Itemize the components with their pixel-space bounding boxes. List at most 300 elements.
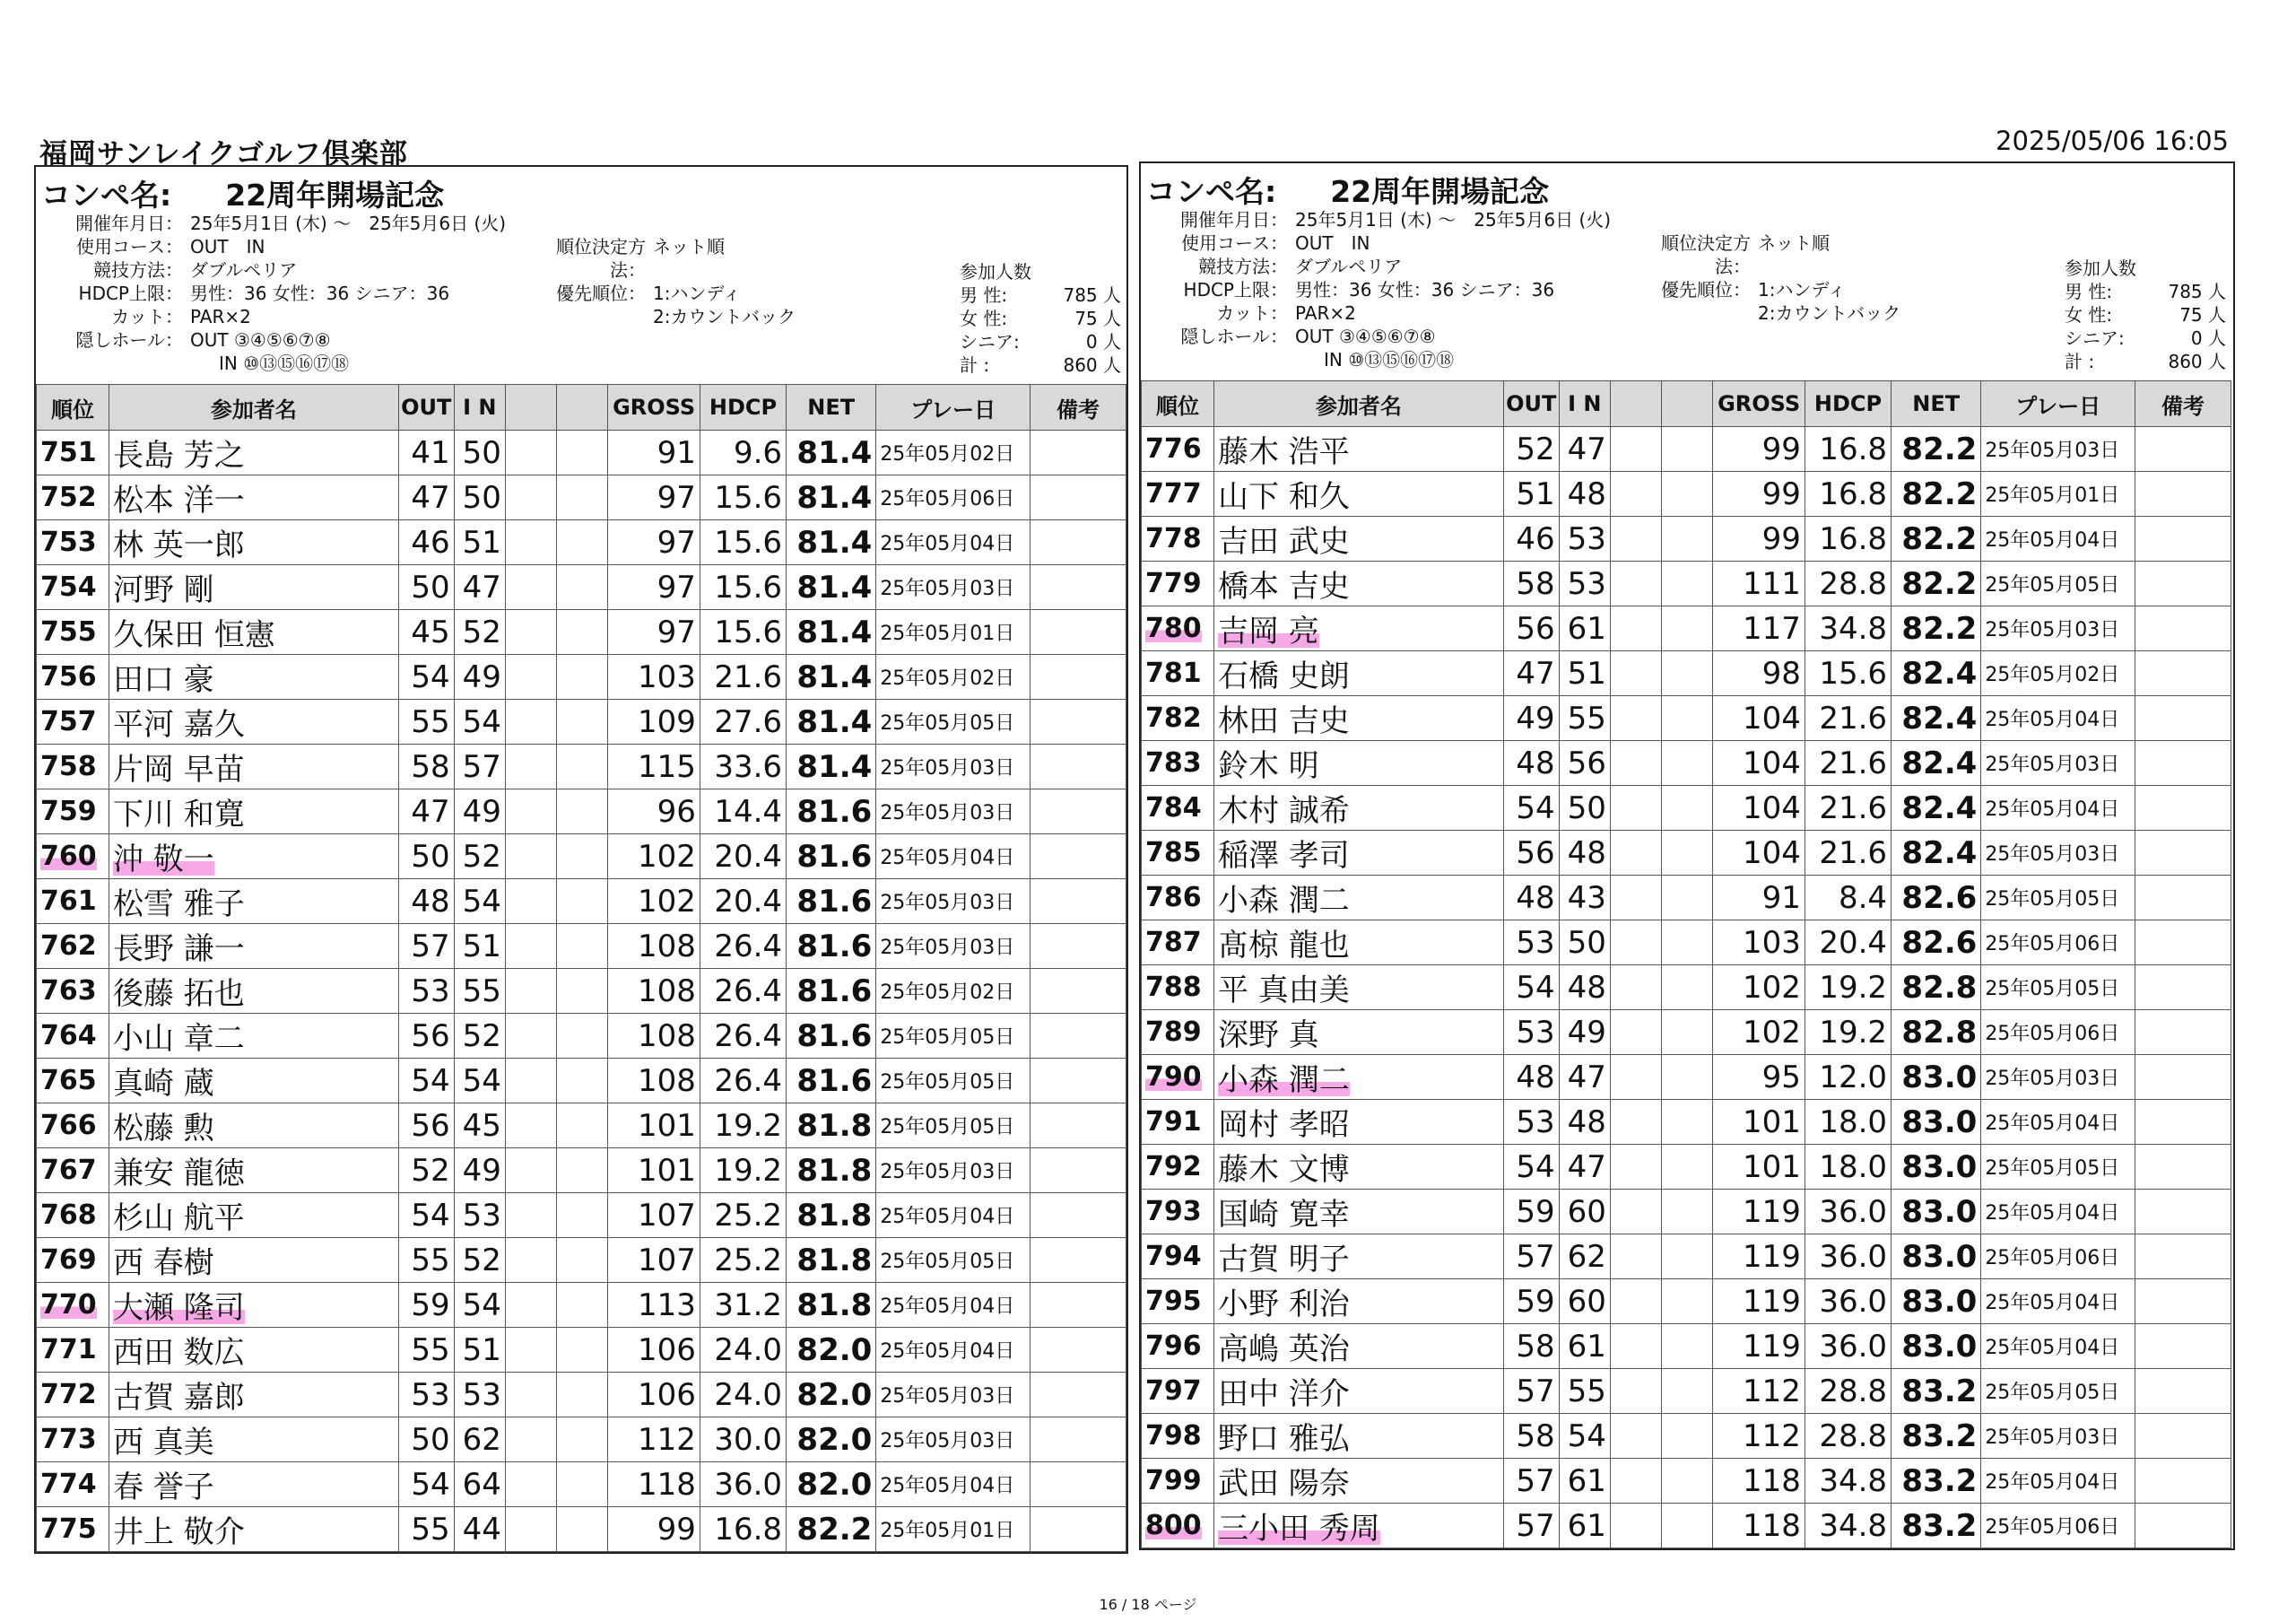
rank-cell: 800: [1142, 1504, 1214, 1548]
empty-cell: [1610, 1100, 1661, 1145]
table-row: [37, 924, 1126, 969]
net-score: 82.8: [1892, 1010, 1981, 1055]
table-row: [1142, 1145, 2231, 1190]
net-score: 81.4: [787, 700, 876, 745]
remark-cell: [1030, 789, 1126, 834]
gross-score: 101: [608, 1103, 700, 1148]
in-score: 62: [454, 1417, 505, 1462]
table-row: [1142, 1369, 2231, 1414]
in-score: 44: [454, 1507, 505, 1552]
out-score: 47: [1503, 651, 1559, 696]
empty-cell: [1662, 562, 1713, 606]
in-score: 61: [1559, 606, 1610, 651]
in-score: 49: [1559, 1010, 1610, 1055]
in-score: 55: [1559, 696, 1610, 741]
empty-cell: [1662, 651, 1713, 696]
net-score: 81.8: [787, 1238, 876, 1283]
rank-cell: 770: [37, 1283, 109, 1328]
empty-cell: [1662, 1279, 1713, 1324]
rank-cell: 754: [37, 565, 109, 610]
play-date: 25年05月06日: [1981, 1010, 2135, 1055]
out-score: 54: [398, 1059, 454, 1103]
rank-cell: 753: [37, 520, 109, 565]
gross-score: 97: [608, 610, 700, 655]
empty-cell: [557, 1462, 608, 1507]
rank-cell: 761: [37, 879, 109, 924]
empty-cell: [1610, 1010, 1661, 1055]
rank-cell: 756: [37, 655, 109, 700]
net-score: 81.4: [787, 520, 876, 565]
gross-score: 91: [608, 431, 700, 475]
rank-cell: 776: [1142, 427, 1214, 472]
player-name: 小山 章二: [109, 1014, 398, 1059]
hdcp-value: 16.8: [1805, 427, 1891, 472]
play-date: 25年05月05日: [1981, 876, 2135, 920]
table-row: [1142, 1055, 2231, 1100]
net-score: 81.4: [787, 655, 876, 700]
hdcp-value: 15.6: [700, 565, 786, 610]
table-row: [37, 1507, 1126, 1552]
empty-cell: [505, 969, 556, 1014]
empty-cell: [1610, 562, 1661, 606]
out-score: 50: [398, 565, 454, 610]
empty-cell: [1610, 1055, 1661, 1100]
ranking-rules: 順位決定方法： ネット順 優先順位： 1:ハンディ 2:カウントバック: [1661, 232, 1901, 324]
remark-cell: [1030, 1417, 1126, 1462]
net-score: 82.2: [1892, 472, 1981, 517]
player-name: 稲澤 孝司: [1213, 831, 1503, 876]
in-score: 52: [454, 834, 505, 879]
gross-score: 101: [1713, 1145, 1805, 1190]
hdcp-value: 15.6: [700, 520, 786, 565]
out-score: 49: [1503, 696, 1559, 741]
out-score: 58: [1503, 1324, 1559, 1369]
play-date: 25年05月05日: [876, 1014, 1031, 1059]
player-name: 小森 潤二: [1213, 876, 1503, 920]
gross-score: 113: [608, 1283, 700, 1328]
results-table: [36, 384, 1126, 1552]
table-row: [37, 834, 1126, 879]
player-name: 後藤 拓也: [109, 969, 398, 1014]
remark-cell: [2135, 1100, 2231, 1145]
play-date: 25年05月04日: [1981, 1279, 2135, 1324]
empty-cell: [557, 1507, 608, 1552]
out-score: 47: [398, 475, 454, 520]
results-panel-left: [34, 165, 1128, 1554]
empty-cell: [557, 1238, 608, 1283]
remark-cell: [1030, 1148, 1126, 1193]
net-score: 81.8: [787, 1103, 876, 1148]
table-row: [1142, 517, 2231, 562]
remark-cell: [1030, 1462, 1126, 1507]
player-name: 古賀 嘉郎: [109, 1373, 398, 1417]
empty-cell: [557, 655, 608, 700]
player-name: 山下 和久: [1213, 472, 1503, 517]
player-name: 兼安 龍徳: [109, 1148, 398, 1193]
rank-cell: 762: [37, 924, 109, 969]
player-name: 藤木 浩平: [1213, 427, 1503, 472]
table-row: [37, 879, 1126, 924]
gross-score: 96: [608, 789, 700, 834]
net-score: 81.8: [787, 1193, 876, 1238]
gross-score: 107: [608, 1238, 700, 1283]
table-row: [37, 745, 1126, 789]
out-score: 55: [398, 1507, 454, 1552]
table-row: [37, 1103, 1126, 1148]
rank-cell: 767: [37, 1148, 109, 1193]
empty-cell: [1610, 920, 1661, 965]
net-score: 82.4: [1892, 651, 1981, 696]
hdcp-value: 36.0: [1805, 1279, 1891, 1324]
in-score: 47: [454, 565, 505, 610]
player-name: 鈴木 明: [1213, 741, 1503, 786]
hdcp-value: 33.6: [700, 745, 786, 789]
net-score: 82.2: [1892, 517, 1981, 562]
play-date: 25年05月03日: [876, 745, 1031, 789]
hdcp-value: 34.8: [1805, 1459, 1891, 1504]
rank-cell: 796: [1142, 1324, 1214, 1369]
empty-cell: [1662, 517, 1713, 562]
hdcp-value: 36.0: [700, 1462, 786, 1507]
hdcp-value: 15.6: [1805, 651, 1891, 696]
hdcp-value: 20.4: [700, 834, 786, 879]
net-score: 81.4: [787, 745, 876, 789]
hdcp-value: 18.0: [1805, 1100, 1891, 1145]
net-score: 82.0: [787, 1462, 876, 1507]
in-score: 49: [454, 789, 505, 834]
in-score: 60: [1559, 1190, 1610, 1234]
gross-score: 102: [608, 834, 700, 879]
player-name: 高嶋 英治: [1213, 1324, 1503, 1369]
player-name: 春 誉子: [109, 1462, 398, 1507]
out-score: 56: [398, 1014, 454, 1059]
empty-cell: [557, 924, 608, 969]
empty-cell: [1610, 831, 1661, 876]
net-score: 82.0: [787, 1417, 876, 1462]
remark-cell: [1030, 745, 1126, 789]
empty-cell: [505, 1014, 556, 1059]
table-row: [1142, 965, 2231, 1010]
hdcp-value: 16.8: [1805, 472, 1891, 517]
gross-score: 99: [1713, 472, 1805, 517]
table-row: [37, 1148, 1126, 1193]
remark-cell: [1030, 700, 1126, 745]
remark-cell: [1030, 431, 1126, 475]
gross-score: 103: [1713, 920, 1805, 965]
play-date: 25年05月03日: [1981, 1055, 2135, 1100]
in-score: 64: [454, 1462, 505, 1507]
empty-cell: [1662, 1459, 1713, 1504]
participant-counts: 参加人数 男 性: 785 人 女 性: 75 人 シニア: 0 人 計 : 860 人: [960, 261, 1121, 376]
empty-cell: [557, 475, 608, 520]
gross-score: 99: [608, 1507, 700, 1552]
player-name: 長野 謙一: [109, 924, 398, 969]
remark-cell: [1030, 610, 1126, 655]
remark-cell: [2135, 786, 2231, 831]
player-name: 小森 潤二: [1213, 1055, 1503, 1100]
hdcp-value: 28.8: [1805, 1414, 1891, 1459]
player-name: 吉岡 亮: [1213, 606, 1503, 651]
net-score: 82.6: [1892, 876, 1981, 920]
empty-cell: [557, 1328, 608, 1373]
play-date: 25年05月01日: [876, 1507, 1031, 1552]
hdcp-value: 30.0: [700, 1417, 786, 1462]
table-row: [37, 1283, 1126, 1328]
net-score: 82.2: [1892, 562, 1981, 606]
gross-score: 118: [1713, 1459, 1805, 1504]
hdcp-value: 25.2: [700, 1238, 786, 1283]
player-name: 西 春樹: [109, 1238, 398, 1283]
remark-cell: [2135, 876, 2231, 920]
play-date: 25年05月02日: [876, 431, 1031, 475]
rank-cell: 751: [37, 431, 109, 475]
hdcp-value: 31.2: [700, 1283, 786, 1328]
table-row: [1142, 831, 2231, 876]
net-score: 82.4: [1892, 786, 1981, 831]
hdcp-value: 26.4: [700, 969, 786, 1014]
gross-score: 117: [1713, 606, 1805, 651]
net-score: 83.0: [1892, 1100, 1981, 1145]
gross-score: 106: [608, 1328, 700, 1373]
empty-cell: [557, 700, 608, 745]
remark-cell: [1030, 1507, 1126, 1552]
player-name: 松本 洋一: [109, 475, 398, 520]
net-score: 83.2: [1892, 1504, 1981, 1548]
empty-cell: [1610, 741, 1661, 786]
club-name: 福岡サンレイクゴルフ倶楽部: [39, 138, 408, 170]
table-row: [37, 1238, 1126, 1283]
ranking-rules: 順位決定方法： ネット順 優先順位： 1:ハンディ 2:カウントバック: [556, 236, 796, 327]
empty-cell: [1662, 831, 1713, 876]
remark-cell: [2135, 741, 2231, 786]
rank-cell: 774: [37, 1462, 109, 1507]
empty-cell: [557, 1059, 608, 1103]
rank-cell: 757: [37, 700, 109, 745]
empty-cell: [1610, 517, 1661, 562]
in-score: 47: [1559, 1145, 1610, 1190]
table-row: [37, 789, 1126, 834]
play-date: 25年05月04日: [876, 1462, 1031, 1507]
empty-cell: [1610, 651, 1661, 696]
in-score: 49: [454, 1148, 505, 1193]
out-score: 54: [398, 655, 454, 700]
in-score: 47: [1559, 1055, 1610, 1100]
table-row: [1142, 1010, 2231, 1055]
empty-cell: [1662, 1414, 1713, 1459]
empty-cell: [1662, 1145, 1713, 1190]
table-row: [37, 969, 1126, 1014]
gross-score: 97: [608, 520, 700, 565]
remark-cell: [2135, 696, 2231, 741]
player-name: 深野 真: [1213, 1010, 1503, 1055]
table-row: [37, 655, 1126, 700]
in-score: 50: [454, 475, 505, 520]
hdcp-value: 19.2: [700, 1148, 786, 1193]
hdcp-value: 20.4: [700, 879, 786, 924]
player-name: 橋本 吉史: [1213, 562, 1503, 606]
play-date: 25年05月03日: [876, 1373, 1031, 1417]
rank-cell: 784: [1142, 786, 1214, 831]
gross-score: 108: [608, 1059, 700, 1103]
table-row: [1142, 472, 2231, 517]
play-date: 25年05月02日: [876, 969, 1031, 1014]
out-score: 46: [398, 520, 454, 565]
gross-score: 101: [1713, 1100, 1805, 1145]
empty-cell: [1610, 1145, 1661, 1190]
player-name: 岡村 孝昭: [1213, 1100, 1503, 1145]
net-score: 83.0: [1892, 1055, 1981, 1100]
play-date: 25年05月05日: [1981, 1369, 2135, 1414]
gross-score: 104: [1713, 831, 1805, 876]
rank-cell: 760: [37, 834, 109, 879]
out-score: 48: [398, 879, 454, 924]
remark-cell: [2135, 651, 2231, 696]
empty-cell: [1610, 1459, 1661, 1504]
play-date: 25年05月05日: [1981, 1145, 2135, 1190]
gross-score: 119: [1713, 1324, 1805, 1369]
table-row: [37, 1328, 1126, 1373]
rank-cell: 752: [37, 475, 109, 520]
empty-cell: [557, 1417, 608, 1462]
empty-cell: [505, 1417, 556, 1462]
net-score: 81.6: [787, 879, 876, 924]
remark-cell: [2135, 517, 2231, 562]
net-score: 82.8: [1892, 965, 1981, 1010]
rank-cell: 772: [37, 1373, 109, 1417]
empty-cell: [557, 610, 608, 655]
hdcp-value: 9.6: [700, 431, 786, 475]
table-row: [1142, 1190, 2231, 1234]
player-name: 西 真美: [109, 1417, 398, 1462]
remark-cell: [2135, 1234, 2231, 1279]
in-score: 53: [454, 1193, 505, 1238]
play-date: 25年05月05日: [1981, 965, 2135, 1010]
player-name: 片岡 早苗: [109, 745, 398, 789]
rank-cell: 768: [37, 1193, 109, 1238]
out-score: 58: [1503, 1414, 1559, 1459]
player-name: 国崎 寛幸: [1213, 1190, 1503, 1234]
remark-cell: [1030, 1103, 1126, 1148]
empty-cell: [505, 1507, 556, 1552]
gross-score: 102: [1713, 965, 1805, 1010]
empty-cell: [505, 1462, 556, 1507]
empty-cell: [505, 610, 556, 655]
hdcp-value: 28.8: [1805, 1369, 1891, 1414]
table-row: [1142, 786, 2231, 831]
empty-cell: [1662, 696, 1713, 741]
player-name: 古賀 明子: [1213, 1234, 1503, 1279]
rank-cell: 787: [1142, 920, 1214, 965]
player-name: 松藤 勲: [109, 1103, 398, 1148]
participant-counts: 参加人数 男 性: 785 人 女 性: 75 人 シニア: 0 人 計 : 860 人: [2065, 257, 2226, 372]
rank-cell: 781: [1142, 651, 1214, 696]
out-score: 56: [1503, 831, 1559, 876]
rank-cell: 777: [1142, 472, 1214, 517]
empty-cell: [1662, 1010, 1713, 1055]
event-info: 開催年月日： 25年5月1日 (木) ～ 25年5月6日 (火) 使用コース： OUT IN 競技方法： ダブルペリア HDCP上限： 男性：36 女性：36 シニア：36 カット： PAR×2 隠しホール： OUT ③④⑤⑥⑦⑧ IN ⑩⑬⑮⑯⑰⑱: [75, 213, 507, 374]
empty-cell: [505, 520, 556, 565]
empty-cell: [505, 1059, 556, 1103]
in-score: 48: [1559, 1100, 1610, 1145]
net-score: 82.0: [787, 1328, 876, 1373]
empty-cell: [557, 1193, 608, 1238]
remark-cell: [1030, 1014, 1126, 1059]
play-date: 25年05月03日: [876, 879, 1031, 924]
hdcp-value: 24.0: [700, 1373, 786, 1417]
remark-cell: [2135, 1055, 2231, 1100]
player-name: 小野 利治: [1213, 1279, 1503, 1324]
gross-score: 112: [1713, 1414, 1805, 1459]
empty-cell: [1610, 606, 1661, 651]
table-header: 順位 参加者名 OUT I N GROSS HDCP NET プレー日 備考: [1142, 381, 2231, 427]
player-name: 長島 芳之: [109, 431, 398, 475]
hdcp-value: 21.6: [1805, 786, 1891, 831]
play-date: 25年05月03日: [1981, 427, 2135, 472]
gross-score: 102: [1713, 1010, 1805, 1055]
net-score: 82.6: [1892, 920, 1981, 965]
table-row: [1142, 1100, 2231, 1145]
gross-score: 108: [608, 969, 700, 1014]
play-date: 25年05月04日: [1981, 696, 2135, 741]
event-info: 開催年月日： 25年5月1日 (木) ～ 25年5月6日 (火) 使用コース： OUT IN 競技方法： ダブルペリア HDCP上限： 男性：36 女性：36 シニア：36 カット： PAR×2 隠しホール： OUT ③④⑤⑥⑦⑧ IN ⑩⑬⑮⑯⑰⑱: [1180, 209, 1612, 371]
out-score: 57: [1503, 1234, 1559, 1279]
play-date: 25年05月06日: [1981, 1504, 2135, 1548]
play-date: 25年05月02日: [876, 655, 1031, 700]
table-row: [1142, 1414, 2231, 1459]
rank-cell: 783: [1142, 741, 1214, 786]
remark-cell: [2135, 1010, 2231, 1055]
remark-cell: [2135, 1279, 2231, 1324]
play-date: 25年05月04日: [876, 1328, 1031, 1373]
empty-cell: [1662, 606, 1713, 651]
in-score: 50: [1559, 920, 1610, 965]
remark-cell: [2135, 606, 2231, 651]
table-row: [37, 1014, 1126, 1059]
net-score: 82.4: [1892, 741, 1981, 786]
play-date: 25年05月03日: [876, 924, 1031, 969]
remark-cell: [1030, 1283, 1126, 1328]
empty-cell: [557, 1148, 608, 1193]
player-name: 大瀬 隆司: [109, 1283, 398, 1328]
net-score: 82.0: [787, 1373, 876, 1417]
net-score: 81.6: [787, 1059, 876, 1103]
in-score: 60: [1559, 1279, 1610, 1324]
empty-cell: [1662, 472, 1713, 517]
player-name: 髙椋 龍也: [1213, 920, 1503, 965]
net-score: 81.4: [787, 565, 876, 610]
empty-cell: [1610, 696, 1661, 741]
play-date: 25年05月01日: [1981, 472, 2135, 517]
out-score: 45: [398, 610, 454, 655]
in-score: 50: [454, 431, 505, 475]
remark-cell: [1030, 1238, 1126, 1283]
play-date: 25年05月04日: [1981, 1190, 2135, 1234]
empty-cell: [1662, 1055, 1713, 1100]
in-score: 52: [454, 1238, 505, 1283]
empty-cell: [505, 745, 556, 789]
rank-cell: 782: [1142, 696, 1214, 741]
hdcp-value: 25.2: [700, 1193, 786, 1238]
out-score: 54: [398, 1462, 454, 1507]
play-date: 25年05月05日: [876, 1238, 1031, 1283]
gross-score: 104: [1713, 696, 1805, 741]
out-score: 50: [398, 1417, 454, 1462]
in-score: 54: [454, 879, 505, 924]
out-score: 54: [1503, 1145, 1559, 1190]
out-score: 57: [1503, 1369, 1559, 1414]
remark-cell: [2135, 920, 2231, 965]
remark-cell: [2135, 1459, 2231, 1504]
